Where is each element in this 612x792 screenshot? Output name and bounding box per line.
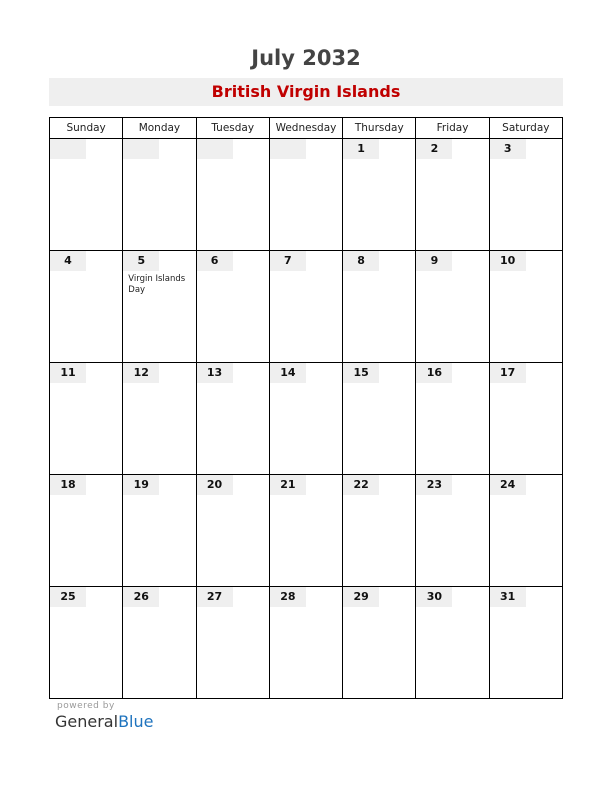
- day-number: 6: [197, 251, 233, 271]
- day-number: 2: [416, 139, 452, 159]
- week-row: [50, 363, 563, 475]
- day-number: 29: [343, 587, 379, 607]
- day-cell: [416, 251, 489, 363]
- day-cell: [50, 475, 123, 587]
- day-number: 28: [270, 587, 306, 607]
- day-cell: [269, 363, 342, 475]
- day-cell: [50, 251, 123, 363]
- weekday-tuesday: Tuesday: [196, 118, 269, 139]
- day-number: 30: [416, 587, 452, 607]
- weekday-header-row: [50, 118, 563, 139]
- day-number: 12: [123, 363, 159, 383]
- day-cell: [50, 587, 123, 699]
- day-cell: [416, 363, 489, 475]
- day-number: 20: [197, 475, 233, 495]
- day-cell: [196, 139, 269, 251]
- day-number: 24: [490, 475, 526, 495]
- week-row: [50, 251, 563, 363]
- calendar-grid: [49, 117, 563, 699]
- day-cell: [50, 363, 123, 475]
- day-number: [123, 139, 159, 159]
- week-row: [50, 475, 563, 587]
- day-cell: [123, 363, 196, 475]
- day-cell: [123, 251, 196, 363]
- day-cell: [123, 587, 196, 699]
- day-number: 9: [416, 251, 452, 271]
- day-cell: [343, 363, 416, 475]
- day-cell: [123, 475, 196, 587]
- day-cell: [269, 587, 342, 699]
- week-row: [50, 587, 563, 699]
- weekday-sunday: Sunday: [50, 118, 123, 139]
- day-cell: [196, 475, 269, 587]
- day-cell: [489, 363, 562, 475]
- day-number: 14: [270, 363, 306, 383]
- weekday-wednesday: Wednesday: [269, 118, 342, 139]
- page-title: July 2032: [251, 46, 361, 70]
- weekday-saturday: Saturday: [489, 118, 562, 139]
- holiday-label: Virgin Islands Day: [128, 274, 186, 295]
- day-cell: [416, 139, 489, 251]
- day-number: 7: [270, 251, 306, 271]
- day-number: 10: [490, 251, 526, 271]
- day-cell: [196, 251, 269, 363]
- day-cell: [269, 139, 342, 251]
- day-number: [197, 139, 233, 159]
- day-number: 16: [416, 363, 452, 383]
- day-cell: [343, 251, 416, 363]
- day-cell: [196, 363, 269, 475]
- day-number: 17: [490, 363, 526, 383]
- day-number: 26: [123, 587, 159, 607]
- day-cell: [489, 475, 562, 587]
- day-cell: [50, 139, 123, 251]
- day-number: [270, 139, 306, 159]
- day-number: 21: [270, 475, 306, 495]
- weekday-thursday: Thursday: [343, 118, 416, 139]
- weekday-friday: Friday: [416, 118, 489, 139]
- brand-name-blue: Blue: [118, 712, 154, 731]
- country-name: British Virgin Islands: [49, 78, 563, 106]
- day-number: 23: [416, 475, 452, 495]
- day-number: 25: [50, 587, 86, 607]
- day-number: 15: [343, 363, 379, 383]
- powered-by-label: powered by: [57, 701, 115, 711]
- day-cell: [416, 587, 489, 699]
- day-cell: [196, 587, 269, 699]
- day-number: [50, 139, 86, 159]
- day-number: 1: [343, 139, 379, 159]
- brand-name-general: General: [55, 712, 119, 731]
- day-number: 8: [343, 251, 379, 271]
- day-number: 5: [123, 251, 159, 271]
- day-cell: [489, 139, 562, 251]
- day-cell: [416, 475, 489, 587]
- weekday-monday: Monday: [123, 118, 196, 139]
- day-number: 4: [50, 251, 86, 271]
- day-number: 18: [50, 475, 86, 495]
- day-cell: [343, 475, 416, 587]
- day-cell: [123, 139, 196, 251]
- day-number: 13: [197, 363, 233, 383]
- day-number: 11: [50, 363, 86, 383]
- day-cell: [269, 251, 342, 363]
- week-row: [50, 139, 563, 251]
- day-cell: [489, 587, 562, 699]
- day-number: 22: [343, 475, 379, 495]
- day-cell: [343, 587, 416, 699]
- day-number: 19: [123, 475, 159, 495]
- day-cell: [489, 251, 562, 363]
- brand-logo[interactable]: [55, 712, 153, 731]
- day-cell: [343, 139, 416, 251]
- day-number: 31: [490, 587, 526, 607]
- day-cell: [269, 475, 342, 587]
- day-number: 3: [490, 139, 526, 159]
- day-number: 27: [197, 587, 233, 607]
